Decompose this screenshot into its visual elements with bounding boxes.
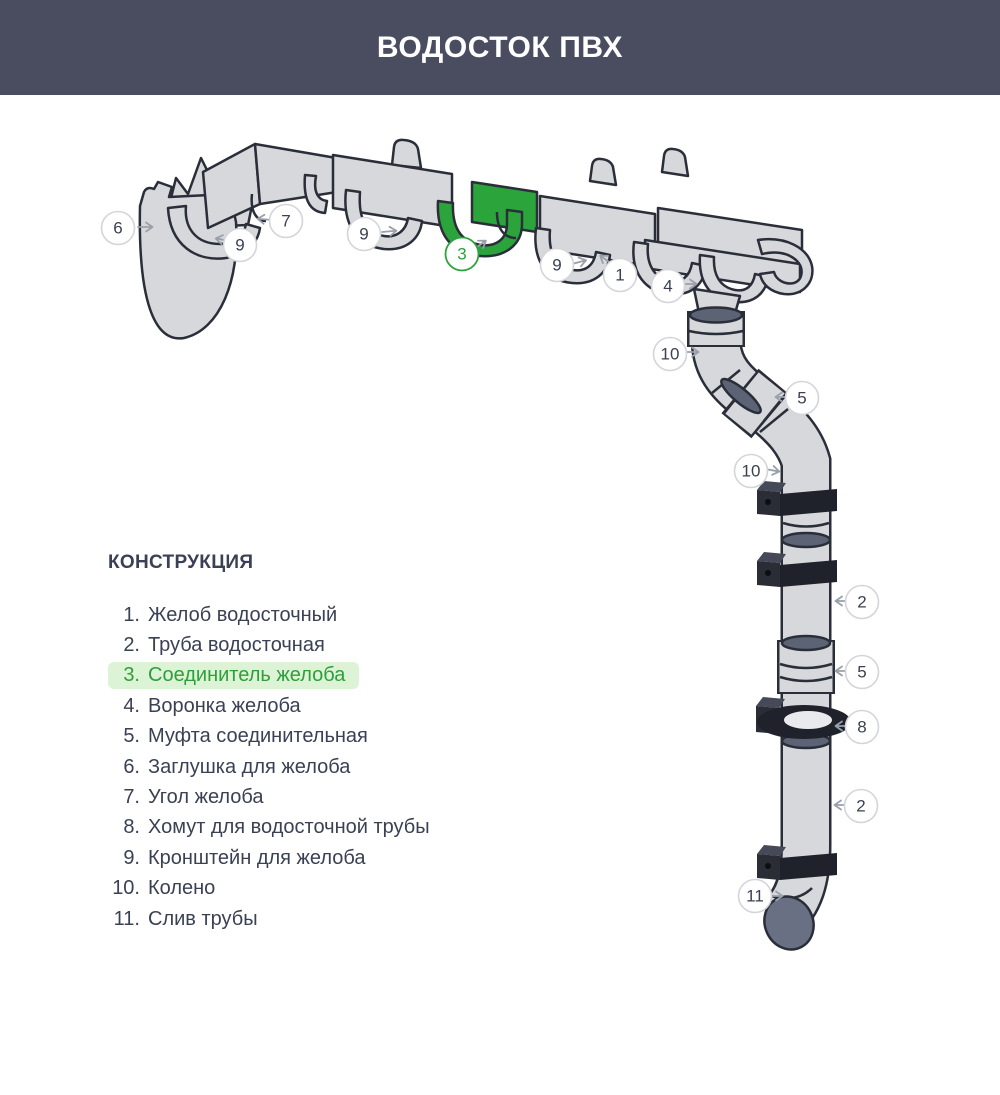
callout-2-upper — [846, 586, 879, 619]
callout-5-vertical — [846, 656, 879, 689]
legend-item-7: 7. Угол желоба — [123, 786, 264, 809]
callout-8 — [846, 711, 879, 744]
svg-text:2: 2 — [857, 592, 867, 612]
legend — [108, 552, 528, 934]
svg-text:2: 2 — [856, 796, 866, 816]
callout-3-selected — [446, 238, 479, 271]
svg-text:6: 6 — [113, 218, 123, 238]
bracket-tab — [590, 159, 616, 185]
svg-text:9: 9 — [552, 255, 562, 275]
legend-item-5: 5. Муфта соединительная — [123, 725, 368, 748]
gutter-corner-left-plate — [203, 144, 260, 228]
svg-text:3: 3 — [457, 244, 467, 264]
bracket-tab — [392, 140, 421, 168]
legend-item-10: 10. Колено — [112, 877, 216, 900]
downpipe-assembly — [689, 289, 851, 958]
callout-7 — [270, 205, 303, 238]
legend-item-2: 2. Труба водосточная — [123, 634, 325, 657]
legend-title: КОНСТРУКЦИЯ — [108, 552, 254, 573]
page-title: ВОДОСТОК ПВХ — [376, 30, 624, 64]
callout-9-right — [541, 249, 574, 282]
legend-item-9: 9. Кронштейн для желоба — [123, 846, 366, 869]
svg-text:7: 7 — [281, 211, 291, 231]
legend-list — [108, 600, 528, 934]
callout-5-diagonal — [786, 382, 819, 415]
callout-9-corner — [224, 229, 257, 262]
callout-4 — [652, 270, 685, 303]
callout-6 — [102, 212, 135, 245]
svg-text:5: 5 — [857, 662, 867, 682]
svg-text:1: 1 — [615, 265, 625, 285]
callout-2-lower — [845, 790, 878, 823]
svg-text:9: 9 — [235, 235, 245, 255]
title-bar — [0, 0, 1000, 95]
pipe-socket — [782, 636, 830, 650]
callout-9-mid — [348, 218, 381, 251]
svg-text:4: 4 — [663, 276, 673, 296]
svg-text:10: 10 — [660, 344, 680, 364]
connector-back-plate — [472, 182, 537, 232]
svg-text:11: 11 — [746, 886, 764, 906]
legend-item-8: 8. Хомут для водосточной трубы — [123, 816, 430, 839]
callout-1 — [604, 259, 637, 292]
pipe-socket — [782, 533, 830, 547]
legend-item-3-highlighted: 3. Соединитель желоба — [108, 662, 359, 689]
bracket-tab — [662, 149, 688, 176]
legend-item-4: 4. Воронка желоба — [123, 694, 301, 717]
legend-item-6: 6. Заглушка для желоба — [123, 755, 351, 778]
svg-text:5: 5 — [797, 388, 807, 408]
callout-11 — [739, 880, 772, 913]
callout-10-lower — [735, 455, 768, 488]
svg-text:10: 10 — [741, 461, 761, 481]
legend-item-11: 11. Слив трубы — [113, 907, 258, 930]
callout-10-upper — [654, 338, 687, 371]
legend-item-1: 1. Желоб водосточный — [123, 603, 338, 626]
svg-text:8: 8 — [857, 717, 867, 737]
pipe-socket — [690, 308, 742, 323]
svg-text:9: 9 — [359, 224, 369, 244]
